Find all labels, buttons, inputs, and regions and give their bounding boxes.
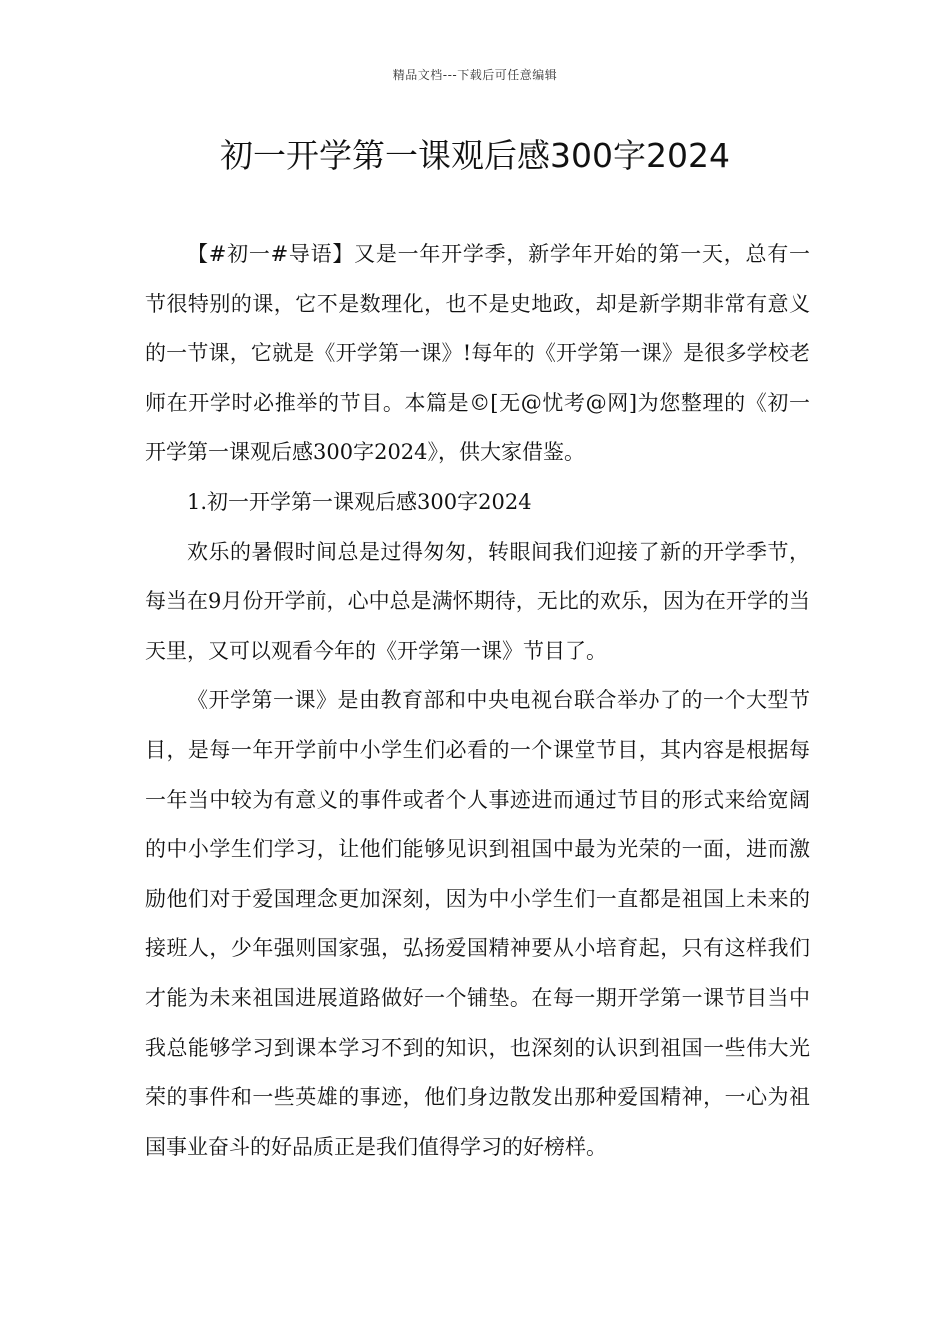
section-heading: 1.初一开学第一课观后感300字2024 bbox=[187, 489, 532, 514]
paragraph-program: 《开学第一课》是由教育部和中央电视台联合举办了的一个大型节目，是每一年开学前中小学生们必看的一个课堂节目，其内容是根据每一年当中较为有意义的事件或者个人事迹进而通过节目的形式来给宽阔的中小学生们学习，让他们能够见识到祖国中最为光荣的一面，进而激励他们对于爱国理念更加深刻，因为中小学生们一直都是祖国上未来的接班人，少年强则国家强，弘扬爱国精神要从小培育起，只有这样我们才能为未来祖国进展道路做好一个铺垫。在每一期开学第一课节目当中我总能够学习到课本学习不到的知识，也深刻的认识到祖国一些伟大光荣的事件和一些英雄的事迹，他们身边散发出那种爱国精神，一心为祖国事业奋斗的好品质正是我们值得学习的好榜样。 bbox=[145, 688, 810, 1159]
paragraph-summer: 欢乐的暑假时间总是过得匆匆，转眼间我们迎接了新的开学季节，每当在9月份开学前，心中总是满怀期待，无比的欢乐，因为在开学的当天里，又可以观看今年的《开学第一课》节目了。 bbox=[145, 539, 810, 663]
article-body bbox=[145, 230, 810, 1172]
paragraph-intro: 【#初一#导语】又是一年开学季，新学年开始的第一天，总有一节很特别的课，它不是数理化，也不是史地政，却是新学期非常有意义的一节课，它就是《开学第一课》!每年的《开学第一课》是很多学校老师在开学时必推举的节目。本篇是©[无@忧考@网]为您整理的《初一开学第一课观后感300字2024》，供大家借鉴。 bbox=[145, 242, 810, 465]
page-title: 初一开学第一课观后感300字2024 bbox=[220, 136, 730, 175]
header-note: 精品文档---下载后可任意编辑 bbox=[392, 68, 558, 82]
